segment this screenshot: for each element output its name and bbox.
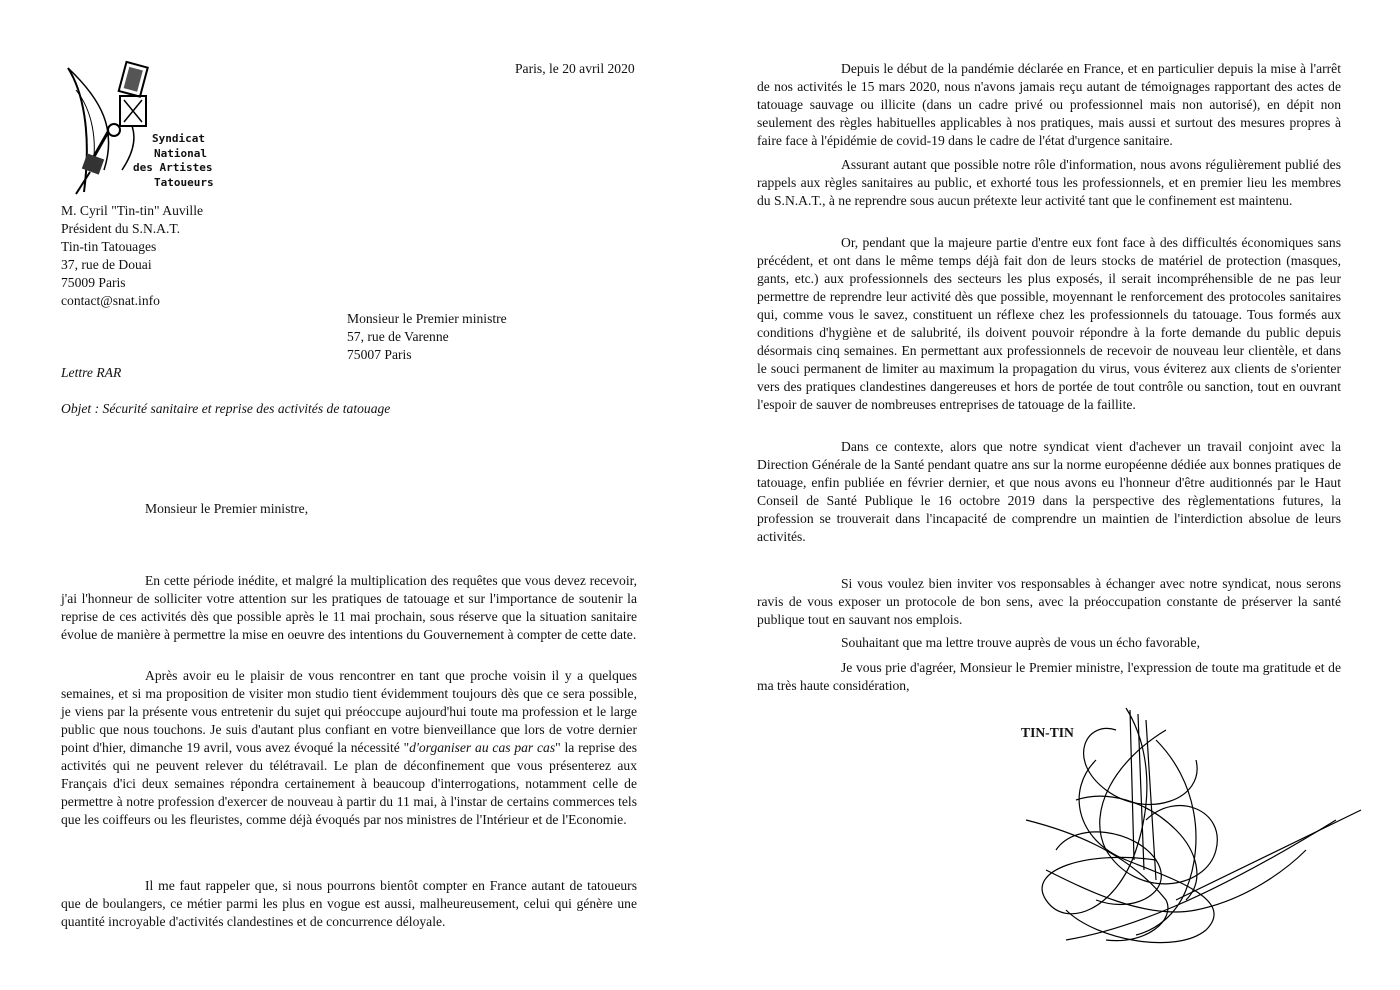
recipient-line: 75007 Paris [347, 347, 412, 362]
body-paragraph-5: Assurant autant que possible notre rôle d'information, nous avons régulièrement publié des rappels aux règles sanitaires au public, et exhorté tous les professionnels, et en premier lieu les membres du S.N.A.T., à ne reprendre sous aucun prétexte leur activité tant que le confinement est maintenu. [757, 157, 1341, 208]
quote-text: d'organiser au cas par cas [409, 740, 556, 755]
letter-page-2 [700, 0, 1400, 990]
body-paragraph-2 [61, 667, 637, 829]
logo-line: National [154, 146, 207, 160]
body-paragraph-3: Il me faut rappeler que, si nous pourrons bientôt compter en France autant de tatoueurs que de boulangers, ce métier parmi les plus en vogue est aussi, malheureusement, celui qui génère une quantité incroyable d'activités clandestines et de concurrence déloyale. [61, 878, 637, 929]
paragraph-2-text-b: " la reprise des activités qui ne peuvent relever du télétravail. Le plan de déconfinement que vous présenterez aux Français d'ici deux semaines répondra certainement à beaucoup d'interrogations, notamment celle de permettre à notre profession d'exercer de nouveau à partir du 11 mai, à l'instar de certains commerces tels que les coiffeurs ou les fleuristes, comme déjà évoqués par nos ministres de l'Intérieur et de l'Economie. [61, 740, 637, 827]
body-paragraph-6: Or, pendant que la majeure partie d'entre eux font face à des difficultés économiques sans précédent, et ont dans le même temps déjà fait don de leurs stocks de matériel de protection (masques, gants, etc.) aux professionnels des secteurs les plus exposés, il serait incompréhensible de ne pas leur permettre de reprendre leur activité dès que possible, moyennant le renforcement des protocoles sanitaires qui, comme vous le savez, constituent un réflexe chez les professionnels du tatouage. Tous formés aux conditions d'hygiène et de salubrité, ils doivent pouvoir répondre à la forte demande du public depuis désormais cinq semaines. En permettant aux professionnels de recevoir de nouveau leur clientèle, et dans le souci permanent de limiter au maximum la propagation du virus, vous éviterez aux clients de s'orienter vers des pratiques clandestines dangereuses et hors de portée de tout contrôle ou sanction, tout en ouvrant l'espoir de sauver de nombreuses entreprises de tatouage de la faillite. [757, 235, 1341, 412]
sender-line: 75009 Paris [61, 275, 126, 290]
recipient-line: 57, rue de Varenne [347, 329, 449, 344]
sender-line: 37, rue de Douai [61, 257, 152, 272]
signature-name: TIN-TIN [1021, 725, 1074, 740]
sender-line: Tin-tin Tatouages [61, 239, 157, 254]
body-paragraph-10: Je vous prie d'agréer, Monsieur le Premier ministre, l'expression de toute ma gratitude et de ma très haute considération, [757, 660, 1341, 693]
recipient-address [347, 310, 507, 364]
body-paragraph-8: Si vous voulez bien inviter vos responsables à échanger avec notre syndicat, nous serons ravis de vous exposer un protocole de bon sens, avec la préoccupation constante de préserver la santé publique tout en sauvant nos emplois. [757, 576, 1341, 627]
sender-email: contact@snat.info [61, 293, 160, 308]
logo-line: des Artistes [133, 161, 213, 174]
body-paragraph-4: Depuis le début de la pandémie déclarée en France, et en particulier depuis la mise à l'arrêt de nos activités le 15 mars 2020, nous n'avons jamais reçu autant de témoignages rapportant des actes de tatouage sauvage ou illicite (dans un cadre privé ou professionnel mais non autorisé), en dépit non seulement des règles habituelles applicables à nos pratiques, mais aussi et surtout des mesures propres à faire face à l'épidémie de covid-19 dans le cadre de l'état d'urgence sanitaire. [757, 61, 1341, 148]
logo-line: Syndicat [152, 132, 205, 145]
letter-date: Paris, le 20 avril 2020 [515, 61, 635, 76]
letter-subject: Objet : Sécurité sanitaire et reprise des activités de tatouage [61, 401, 391, 416]
recipient-line: Monsieur le Premier ministre [347, 311, 507, 326]
paragraph-2-text-a: Après avoir eu le plaisir de vous rencontrer en tant que proche voisin il y a quelques semaines, et si ma proposition de visiter mon studio tient évidemment toujours dès que ce sera possible, je viens par la présente vous entretenir du sujet qui préoccupe aujourd'hui toute ma profession et le large public que nous touchons. Je suis d'autant plus confiant en votre bienveillance que lors de votre dernier point d'hier, dimanche 19 avril, vous avez évoqué la nécessité " [61, 668, 637, 755]
sender-line: M. Cyril "Tin-tin" Auville [61, 203, 204, 218]
logo-line: Tatoueurs [154, 175, 214, 189]
sender-line: Président du S.N.A.T. [61, 221, 181, 236]
sender-address [61, 202, 203, 310]
logo-org-name [133, 132, 214, 190]
letter-salutation: Monsieur le Premier ministre, [145, 501, 309, 516]
body-paragraph-7: Dans ce contexte, alors que notre syndicat vient d'achever un travail conjoint avec la Direction Générale de la Santé pendant quatre ans sur la norme européenne dédiée aux bonnes pratiques de tatouage, enfin publiée en février dernier, et que nous avons eu l'honneur d'être auditionnés par le Haut Conseil de Santé Publique le 16 octobre 2019 dans la perspective des règlementations futures, la profession se trouverait dans l'incapacité de comprendre un maintien de l'interdiction absolue de leurs activités. [757, 439, 1341, 544]
body-paragraph-1: En cette période inédite, et malgré la multiplication des requêtes que vous devez recevoir, j'ai l'honneur de solliciter votre attention sur les pratiques de tatouage et sur l'importance de soutenir la reprise de ces activités dès que possible après le 11 mai prochain, sous réserve que la situation sanitaire évolue de manière à permettre la mise en oeuvre des intentions du Gouvernement à compter de cette date. [61, 573, 637, 642]
handwritten-signature-icon [1006, 700, 1376, 955]
lettre-rar-label: Lettre RAR [61, 365, 122, 380]
body-paragraph-9: Souhaitant que ma lettre trouve auprès de vous un écho favorable, [841, 635, 1200, 650]
